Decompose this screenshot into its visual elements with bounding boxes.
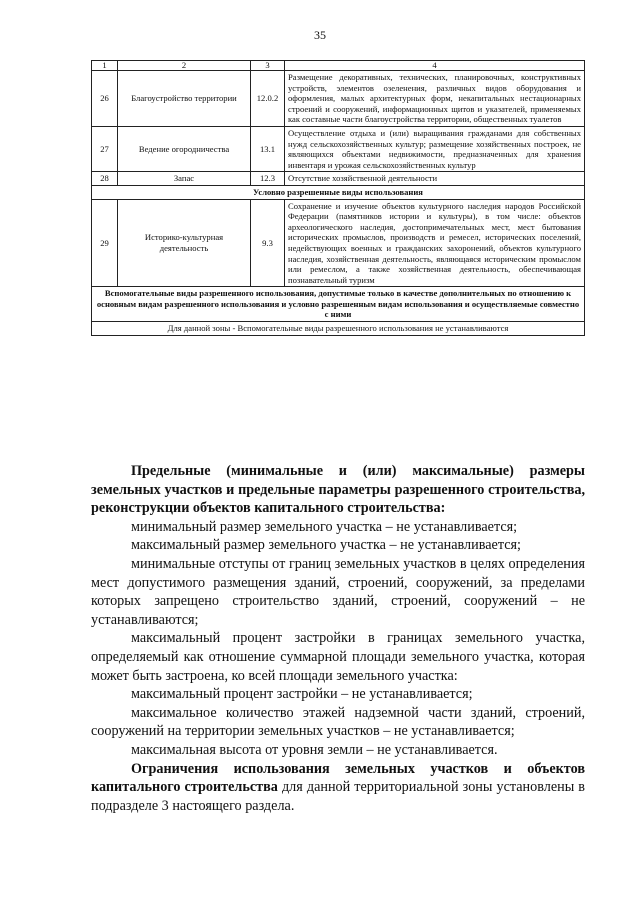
table-row — [92, 71, 585, 127]
use-type-name: Благоустройство территории — [118, 71, 251, 127]
parameter-item: максимальная высота от уровня земли – не устанавливается. — [131, 741, 498, 758]
table-row — [92, 126, 585, 171]
parameter-item: минимальный размер земельного участка – не устанавливается; — [131, 518, 518, 535]
zone-parameters-text — [91, 462, 585, 815]
row-number: 27 — [92, 126, 118, 171]
parameter-item: максимальное количество этажей надземной части зданий, строений, сооружений на территории земельных участков – не устанавливается; — [91, 704, 585, 740]
restrictions-paragraph — [91, 760, 585, 816]
use-type-description: Отсутствие хозяйственной деятельности — [285, 172, 585, 186]
use-type-name: Запас — [118, 172, 251, 186]
section-header-row — [92, 287, 585, 322]
use-type-code: 12.0.2 — [251, 71, 285, 127]
column-header: 2 — [118, 61, 251, 71]
use-type-description: Сохранение и изучение объектов культурного наследия народов Российской Федерации (памятников истории и культуры), в том числе: объектов археологического наследия, достопримечательных мест, мест бытования исторических промыслов, производств и ремесел, исторических поселений, недействующих военных и гражданских захоронений, объектов культурного наследия, хозяйственная деятельность, являющаяся историческим промыслом или ремеслом, а также хозяйственная деятельность, обеспечивающая познавательный туризм — [285, 199, 585, 287]
page-number: 35 — [314, 28, 326, 42]
use-type-name: Ведение огородничества — [118, 126, 251, 171]
table-row — [92, 199, 585, 287]
column-header: 3 — [251, 61, 285, 71]
use-type-code: 13.1 — [251, 126, 285, 171]
table-row — [92, 172, 585, 186]
use-type-code: 9.3 — [251, 199, 285, 287]
land-use-table — [91, 60, 585, 336]
row-number: 26 — [92, 71, 118, 127]
use-type-name: Историко-культурная деятельность — [118, 199, 251, 287]
parameter-item: минимальные отступы от границ земельных участков в целях определения мест допустимого размещения зданий, строений, сооружений, за пределами которых запрещено строительство зданий, строений, сооружений – не устанавливаются; — [91, 555, 585, 628]
parameters-heading: Предельные (минимальные и (или) максимальные) размеры земельных участков и предельные параметры разрешенного строительства, реконструкции объектов капитального строительства: — [91, 463, 585, 517]
use-type-code: 12.3 — [251, 172, 285, 186]
use-type-description: Осуществление отдыха и (или) выращивания гражданами для собственных нужд сельскохозяйственных культур; размещение хозяйственных построек, не являющихся объектами недвижимости, предназначенных для хранения инвентаря и урожая сельскохозяйственных культур — [285, 126, 585, 171]
column-header: 4 — [285, 61, 585, 71]
row-number: 28 — [92, 172, 118, 186]
restrictions-bold: Ограничения использования земельных участков и объектов капитального строительства — [91, 760, 585, 796]
auxiliary-uses-header: Вспомогательные виды разрешенного использования, допустимые только в качестве дополнительных по отношению к основным видам разрешенного использования и условно разрешенным видам использования и осуществляемые совместно с ними — [92, 287, 585, 322]
section-header-row — [92, 185, 585, 199]
parameter-item: максимальный размер земельного участка – не устанавливается; — [131, 537, 521, 554]
use-type-description: Размещение декоративных, технических, планировочных, конструктивных устройств, элементов озеленения, различных видов оборудования и оформления, малых архитектурных форм, некапитальных нестационарных строений и сооружений, информационных щитов и указателей, применяемых как составные части благоустройства территории, общественных туалетов — [285, 71, 585, 127]
table-header-row — [92, 61, 585, 71]
parameter-item: максимальный процент застройки – не устанавливается; — [131, 686, 473, 703]
row-number: 29 — [92, 199, 118, 287]
conditional-uses-header: Условно разрешенные виды использования — [92, 185, 585, 199]
restrictions-rest: для данной территориальной зоны установлены в подразделе 3 настоящего раздела. — [91, 779, 585, 814]
parameter-item: максимальный процент застройки в границах земельного участка, определяемый как отношение суммарной площади земельного участка, которая может быть застроена, ко всей площади земельного участка: — [91, 630, 585, 684]
auxiliary-uses-note: Для данной зоны - Вспомогательные виды разрешенного использования не устанавливаются — [92, 322, 585, 336]
column-header: 1 — [92, 61, 118, 71]
table-row — [92, 322, 585, 336]
